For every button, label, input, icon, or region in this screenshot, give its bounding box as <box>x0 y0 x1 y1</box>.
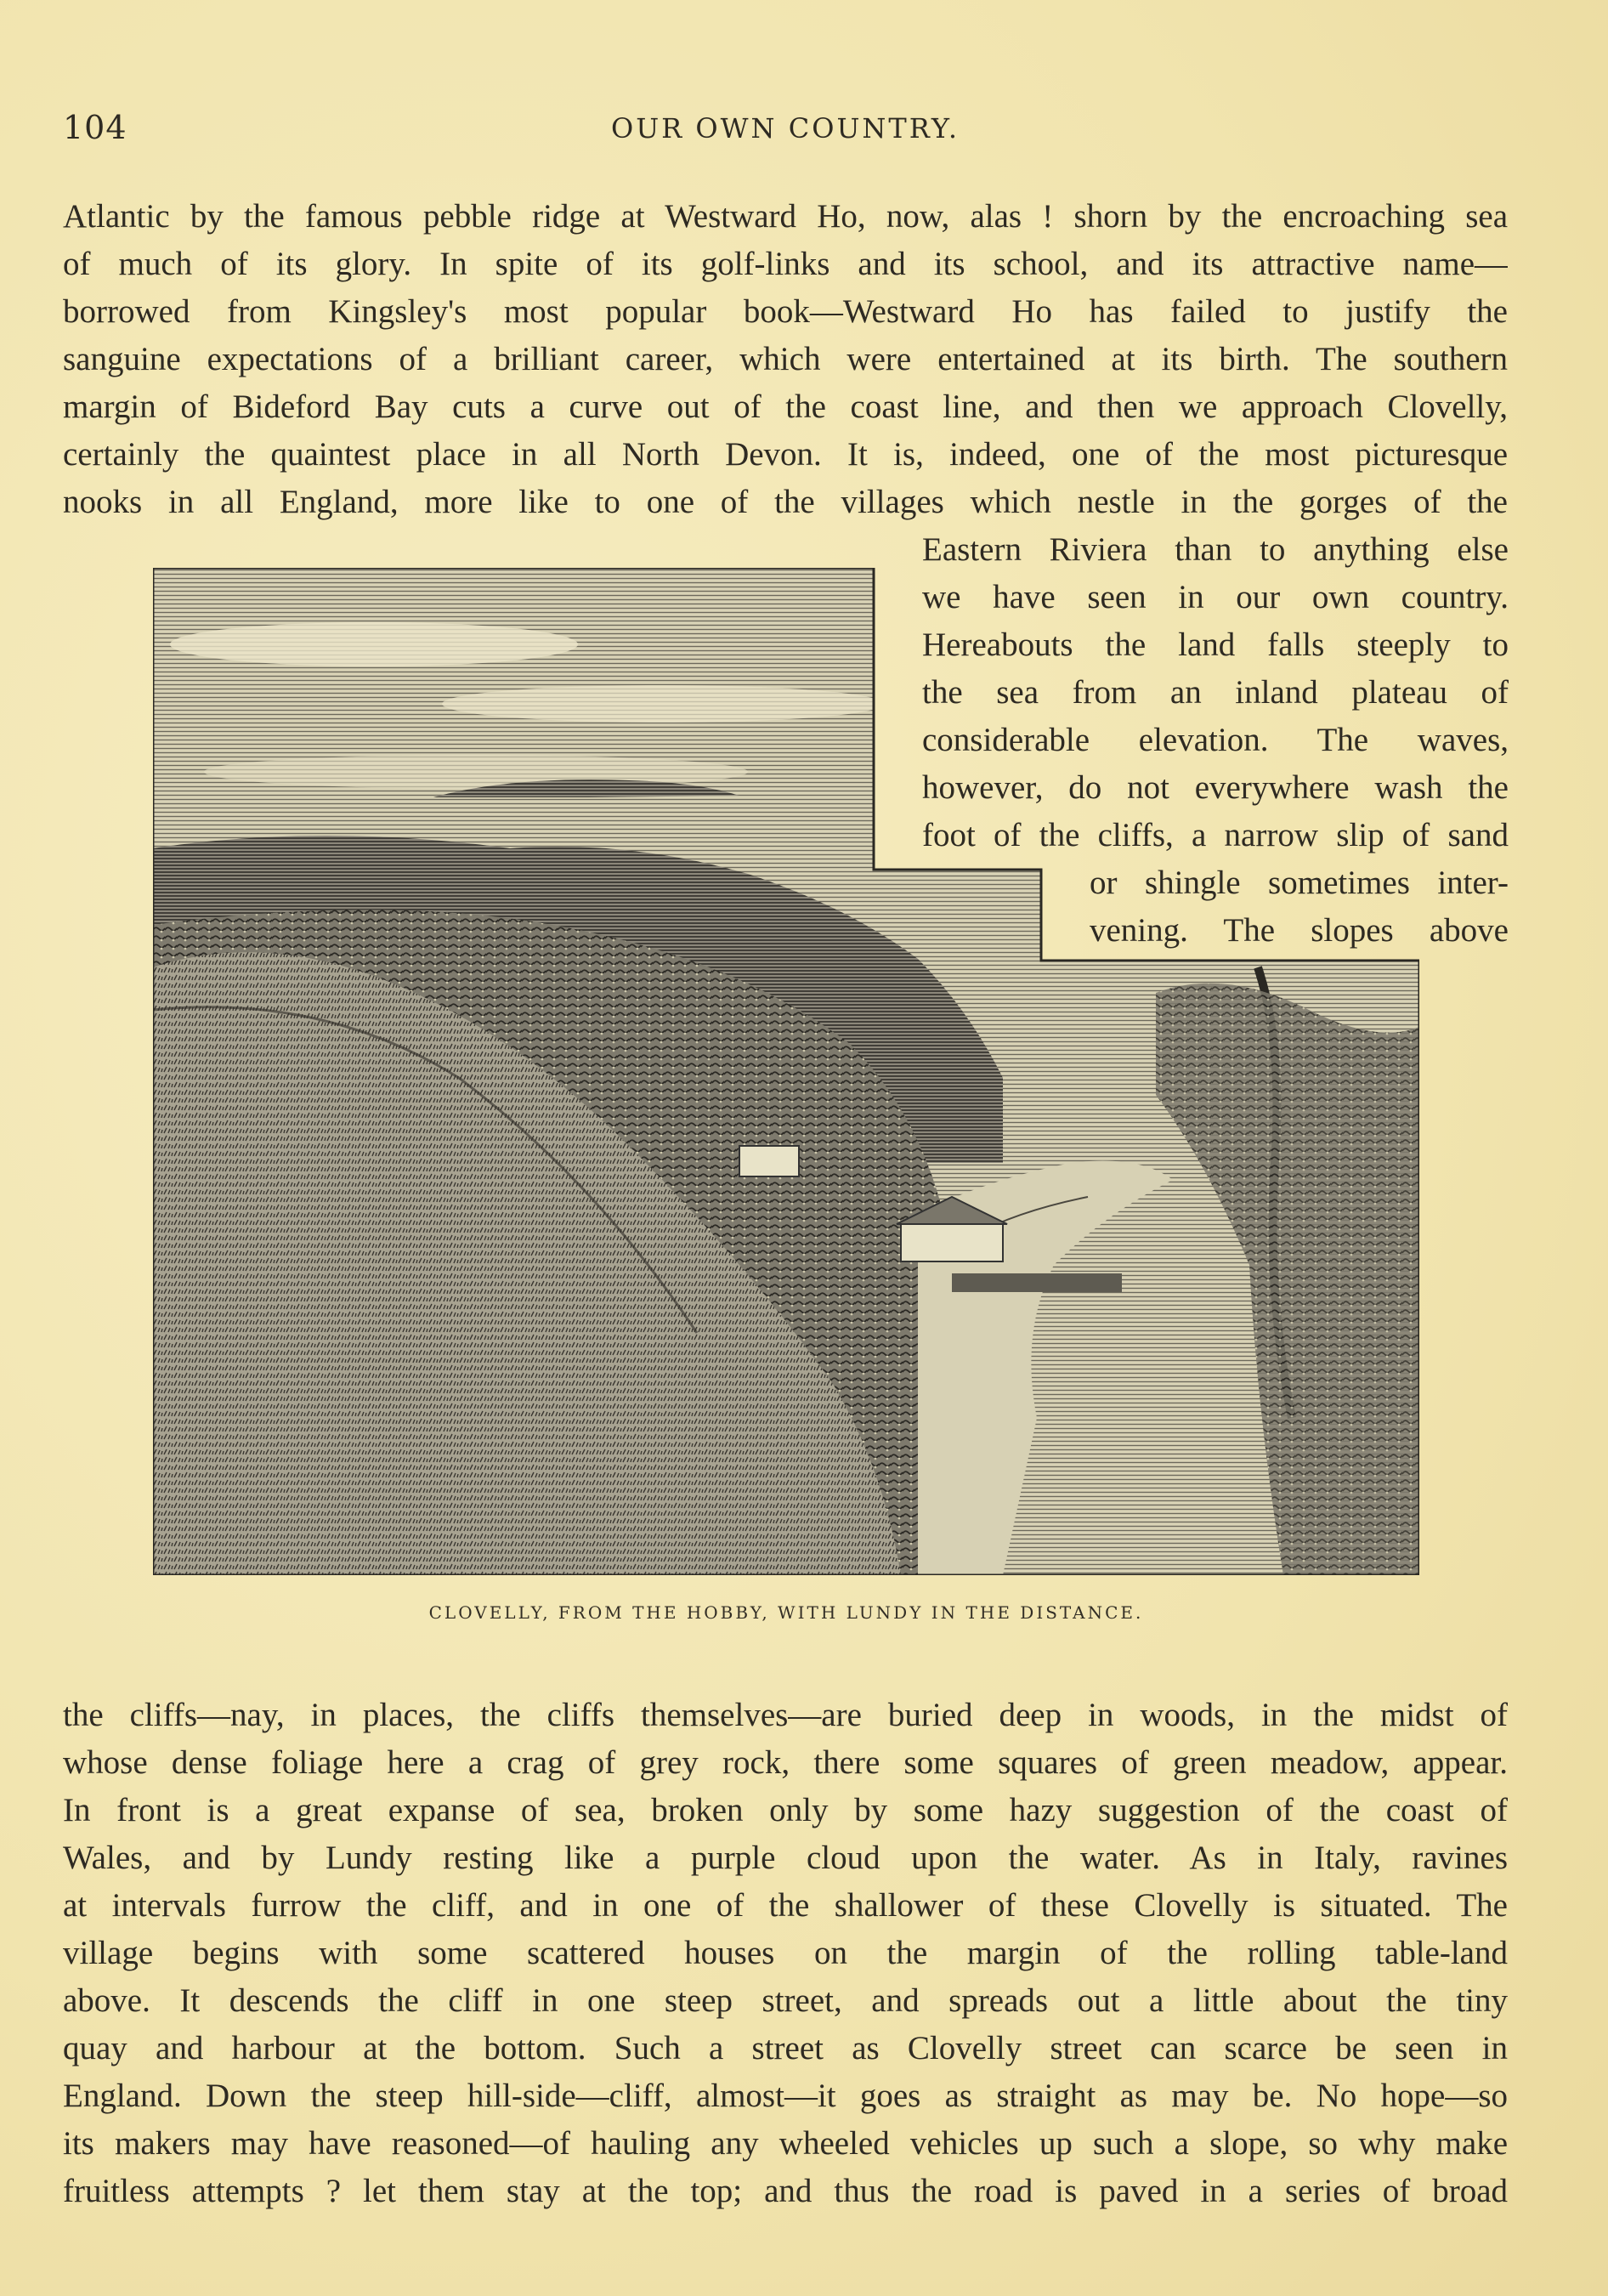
paragraph-line: or shingle sometimes inter- <box>1090 865 1509 901</box>
paragraph-line: In front is a great expanse of sea, broken only by some hazy suggestion of the coast of <box>63 1792 1508 1828</box>
paragraph-line: village begins with some scattered houses on the margin of the rolling table-land <box>63 1935 1508 1971</box>
paragraph-line: of much of its glory. In spite of its golf-links and its school, and its attractive name— <box>63 246 1508 282</box>
paragraph-line: its makers may have reasoned—of hauling any wheeled vehicles up such a slope, so why make <box>63 2125 1508 2162</box>
paragraph-line: whose dense foliage here a crag of grey rock, there some squares of green meadow, appear. <box>63 1744 1508 1781</box>
paragraph-line: the cliffs—nay, in places, the cliffs themselves—are buried deep in woods, in the midst of <box>63 1697 1508 1733</box>
paragraph-line: nooks in all England, more like to one of the villages which nestle in the gorges of the <box>63 484 1508 520</box>
paragraph-line: vening. The slopes above <box>1090 912 1509 949</box>
figure-caption: CLOVELLY, FROM THE HOBBY, WITH LUNDY IN THE DISTANCE. <box>428 1602 1144 1623</box>
paragraph-line: at intervals furrow the cliff, and in one of the shallower of these Clovelly is situated. The <box>63 1887 1508 1924</box>
page-header <box>63 109 1508 160</box>
paragraph-line: sanguine expectations of a brilliant career, which were entertained at its birth. The southern <box>63 341 1508 377</box>
paragraph-line: Wales, and by Lundy resting like a purple cloud upon the water. As in Italy, ravines <box>63 1840 1508 1876</box>
paragraph-line: we have seen in our own country. <box>922 579 1509 615</box>
paragraph-line: the sea from an inland plateau of <box>922 674 1509 711</box>
paragraph-line: quay and harbour at the bottom. Such a street as Clovelly street can scarce be seen in <box>63 2030 1508 2066</box>
clovelly-engraving <box>153 568 1419 1575</box>
paragraph-line: above. It descends the cliff in one steep street, and spreads out a little about the tiny <box>63 1982 1508 2019</box>
paragraph-line: margin of Bideford Bay cuts a curve out of the coast line, and then we approach Clovelly, <box>63 388 1508 425</box>
paragraph-line: certainly the quaintest place in all North Devon. It is, indeed, one of the most picturesque <box>63 436 1508 473</box>
running-title: OUR OWN COUNTRY. <box>610 112 960 145</box>
paragraph-line: considerable elevation. The waves, <box>922 722 1509 758</box>
paragraph-line: foot of the cliffs, a narrow slip of sand <box>922 817 1509 853</box>
paragraph-line: Eastern Riviera than to anything else <box>922 531 1509 568</box>
paragraph-line: Hereabouts the land falls steeply to <box>922 626 1509 663</box>
page-number: 104 <box>63 109 127 146</box>
paragraph-line: fruitless attempts ? let them stay at the top; and thus the road is paved in a series of broad <box>63 2173 1508 2209</box>
paragraph-line: England. Down the steep hill-side—cliff, almost—it goes as straight as may be. No hope—so <box>63 2078 1508 2114</box>
paragraph-line: borrowed from Kingsley's most popular book—Westward Ho has failed to justify the <box>63 293 1508 330</box>
paragraph-line: however, do not everywhere wash the <box>922 769 1509 806</box>
paragraph-line: Atlantic by the famous pebble ridge at Westward Ho, now, alas ! shorn by the encroaching sea <box>63 198 1508 235</box>
